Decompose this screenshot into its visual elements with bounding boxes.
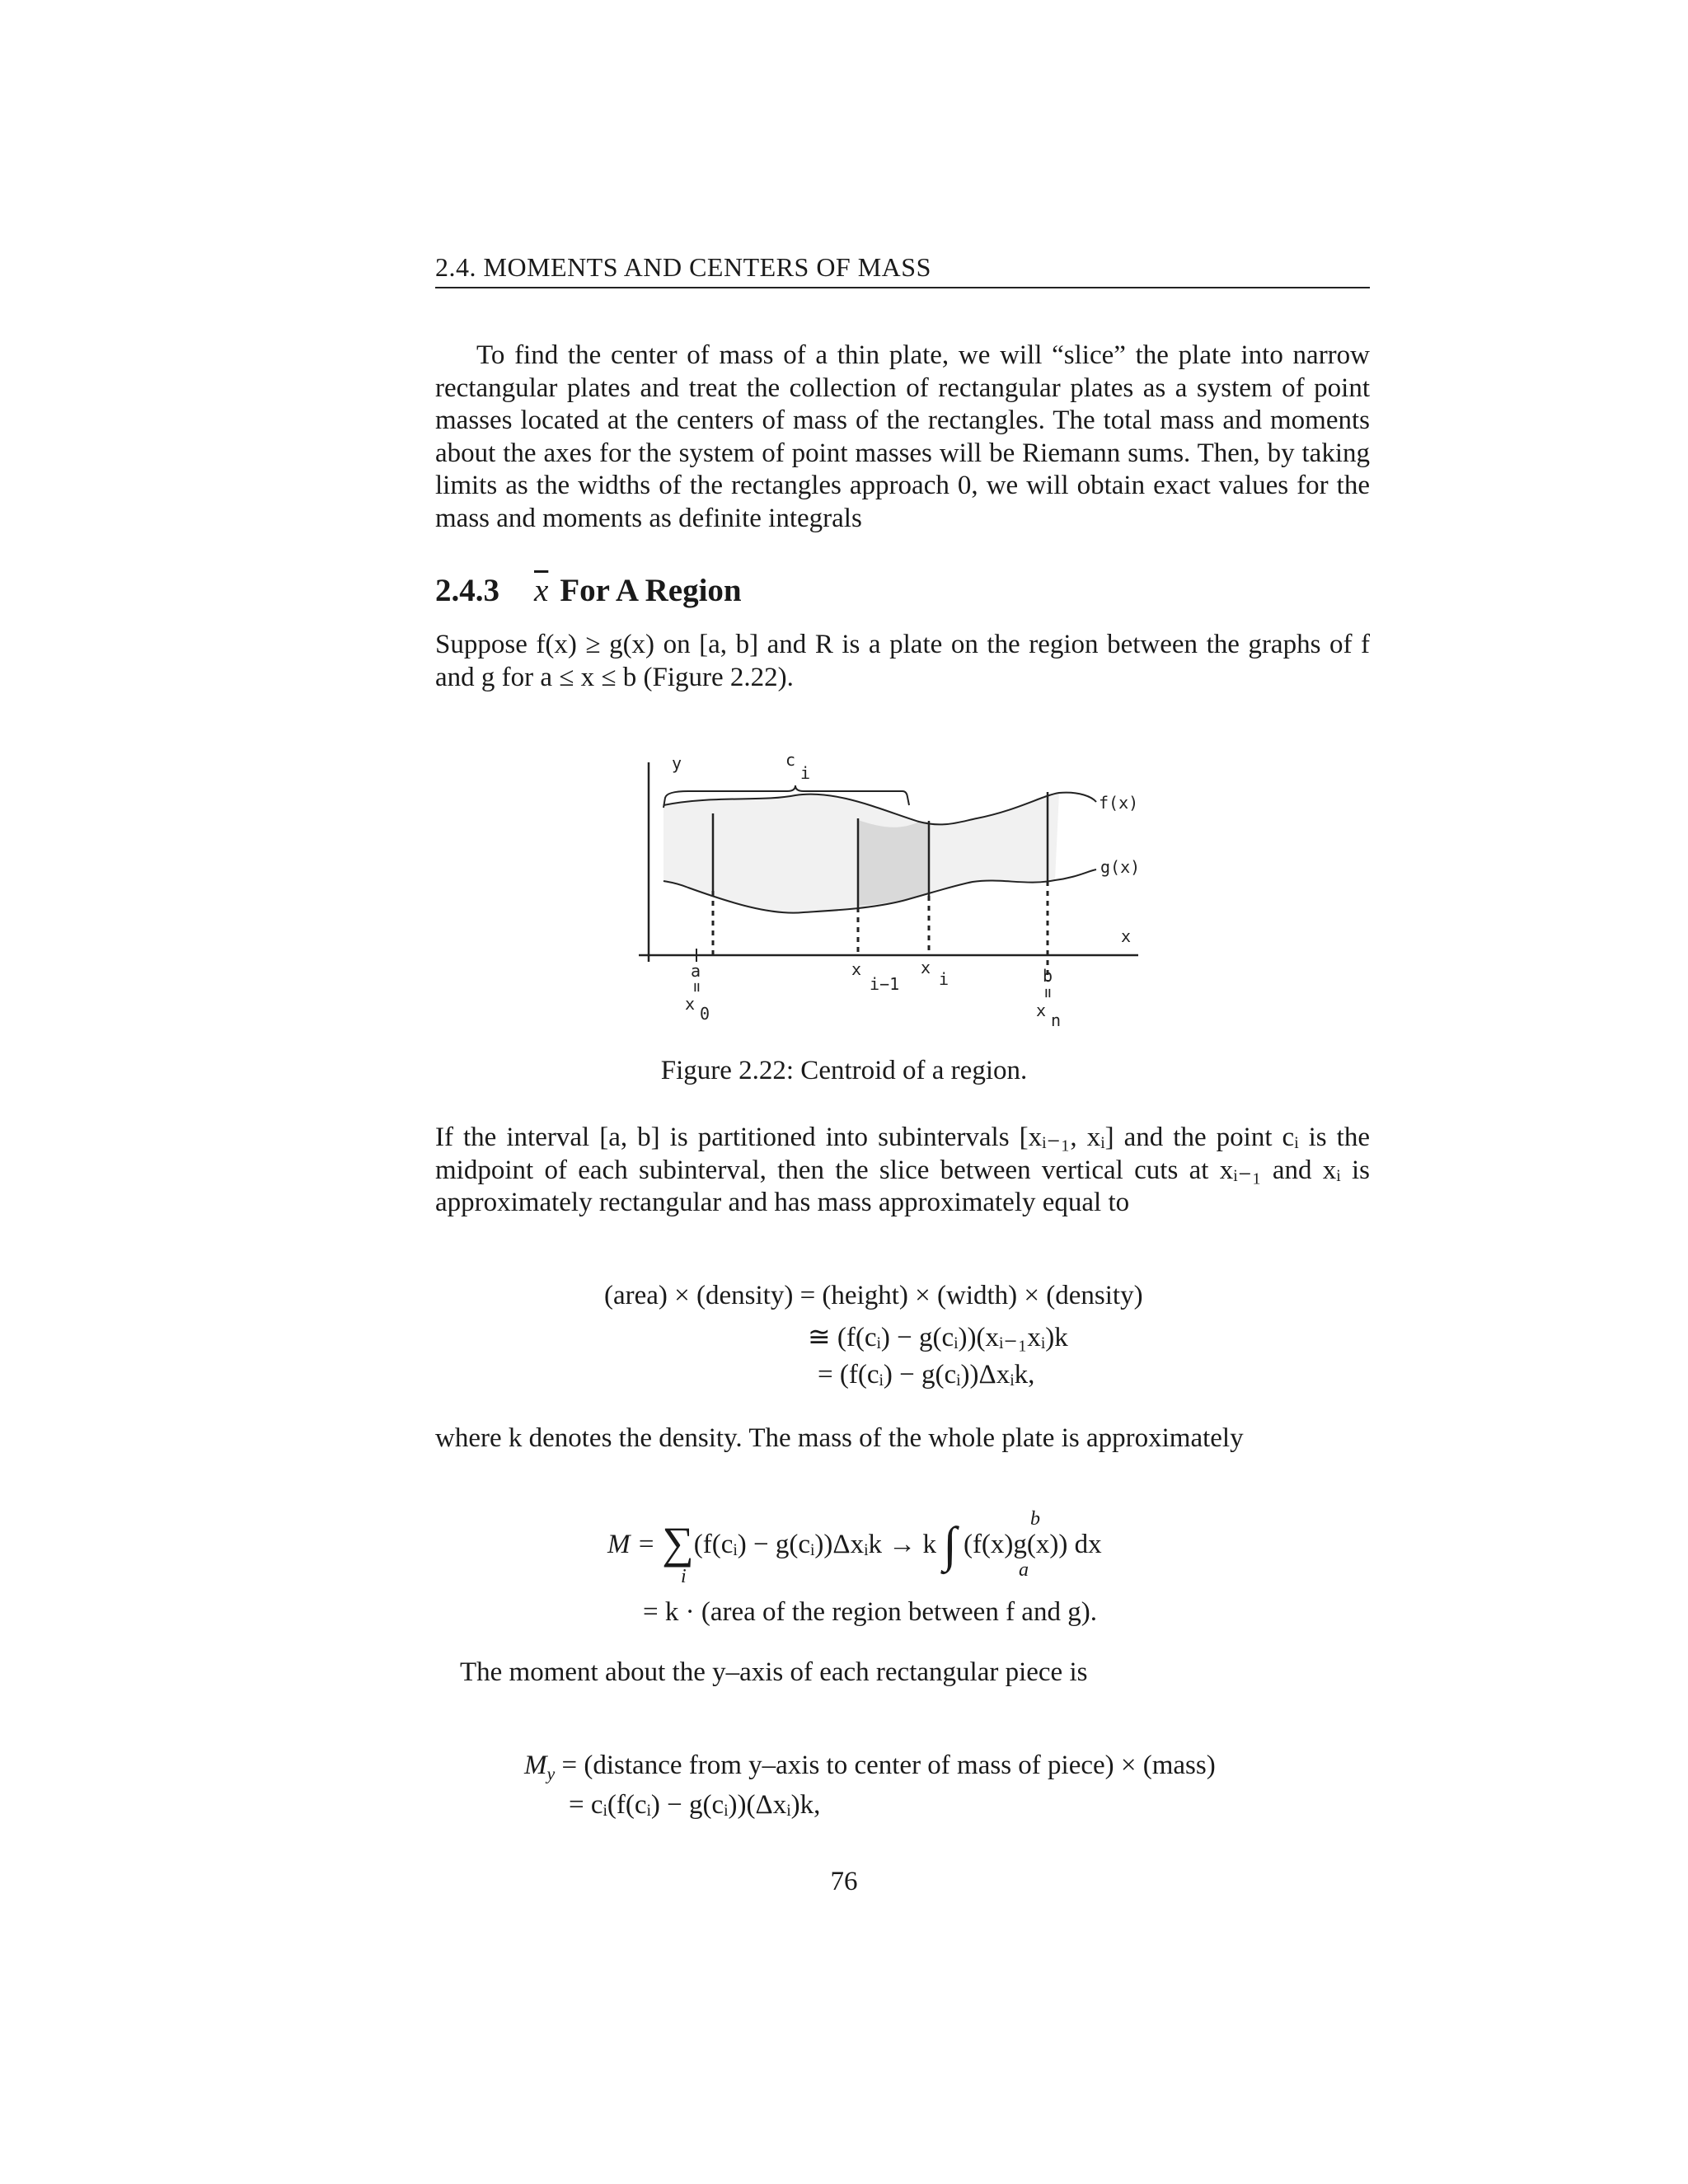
integral-lower: a	[1019, 1559, 1029, 1581]
integrand: (f(x)g(x)) dx	[963, 1530, 1102, 1559]
total-mass-line2: = k · (area of the region between f and g).	[643, 1597, 1097, 1627]
label-y: y	[672, 753, 682, 773]
label-xi-sub: i	[939, 969, 950, 989]
moment-lhs-sub: y	[546, 1763, 556, 1784]
figure-centroid-region	[639, 746, 1166, 1047]
section-title: For A Region	[560, 573, 742, 608]
section-number: 2.4.3	[435, 573, 499, 608]
section-heading	[435, 572, 742, 609]
setup-text: Suppose f(x) ≥ g(x) on [a, b] and R is a plate on the region between the graphs of f and g for a ≤ x ≤ b (Figure 2.22).	[435, 630, 1370, 692]
density-sentence	[435, 1422, 1370, 1455]
header-rule	[435, 287, 1370, 288]
label-xim1: x	[851, 959, 862, 979]
mass-eq-line3: = (f(cᵢ) − g(cᵢ))Δxᵢk,	[818, 1360, 1035, 1390]
sum-symbol: ∑	[662, 1518, 694, 1568]
x-bar-symbol: $\overline{x}$	[534, 573, 549, 608]
density-text: where k denotes the density. The mass of the whole plate is approximately	[435, 1423, 1244, 1453]
label-x0: x	[685, 994, 696, 1014]
moment-lhs: M	[524, 1750, 547, 1780]
moment-rhs: = (distance from y–axis to center of mass of piece) × (mass)	[561, 1750, 1216, 1780]
label-b: b	[1043, 966, 1053, 986]
integral-upper: b	[1030, 1508, 1040, 1530]
label-xim1-sub: i−1	[870, 974, 900, 994]
label-a-eq: =	[687, 982, 707, 993]
moment-eq-line2: = cᵢ(f(cᵢ) − g(cᵢ))(Δxᵢ)k,	[569, 1790, 821, 1820]
mass-eq-line2: ≅ (f(cᵢ) − g(cᵢ))(xᵢ₋₁xᵢ)k	[808, 1323, 1068, 1352]
label-xi: x	[921, 958, 931, 977]
mass-eq-line1: (area) × (density) = (height) × (width) × (density)	[604, 1281, 1143, 1310]
integral-symbol: ∫	[943, 1517, 957, 1572]
sum-index: i	[681, 1566, 687, 1587]
label-xn: x	[1036, 1001, 1047, 1020]
sum-expression: (f(cᵢ) − g(cᵢ))Δxᵢk → k	[693, 1530, 937, 1559]
label-x0-sub: 0	[700, 1004, 710, 1024]
intro-paragraph	[435, 340, 1370, 535]
setup-paragraph	[435, 629, 1370, 694]
label-b-eq: =	[1039, 988, 1058, 999]
partition-text: If the interval [a, b] is partitioned into subintervals [xᵢ₋₁, xᵢ] and the point cᵢ is the midpoint of each subinterval, then the slice between vertical cuts at xᵢ₋₁ and xᵢ is approximately rectangular and has mass approximately equal to	[435, 1122, 1370, 1217]
page-number: 76	[830, 1867, 858, 1896]
moment-text: The moment about the y–axis of each rectangular piece is	[460, 1657, 1088, 1687]
mass-lhs: M =	[607, 1530, 656, 1559]
label-g: g(x)	[1100, 857, 1141, 877]
figure-svg	[639, 746, 1166, 1043]
moment-eq-line1	[524, 1750, 1216, 1785]
label-c-sub: i	[800, 763, 811, 783]
label-xn-sub: n	[1051, 1010, 1062, 1030]
moment-sentence	[460, 1657, 1367, 1690]
partition-paragraph	[435, 1122, 1370, 1220]
shaded-slice	[858, 820, 929, 906]
label-f: f(x)	[1099, 793, 1139, 813]
label-a: a	[691, 961, 701, 981]
figure-caption: Figure 2.22: Centroid of a region.	[660, 1056, 1028, 1085]
label-c: c	[785, 750, 796, 770]
label-x-axis: x	[1121, 926, 1132, 946]
running-head: 2.4. MOMENTS AND CENTERS OF MASS	[435, 252, 931, 282]
intro-text: To find the center of mass of a thin plate, we will “slice” the plate into narrow rectangular plates and treat the collection of rectangular plates as a system of point masses located at the centers of mass of the rectangles. The total mass and moments about the axes for the system of point masses will be Riemann sums. Then, by taking limits as the widths of the rectangles approach 0, we will obtain exact values for the mass and moments as definite integrals	[435, 340, 1370, 533]
